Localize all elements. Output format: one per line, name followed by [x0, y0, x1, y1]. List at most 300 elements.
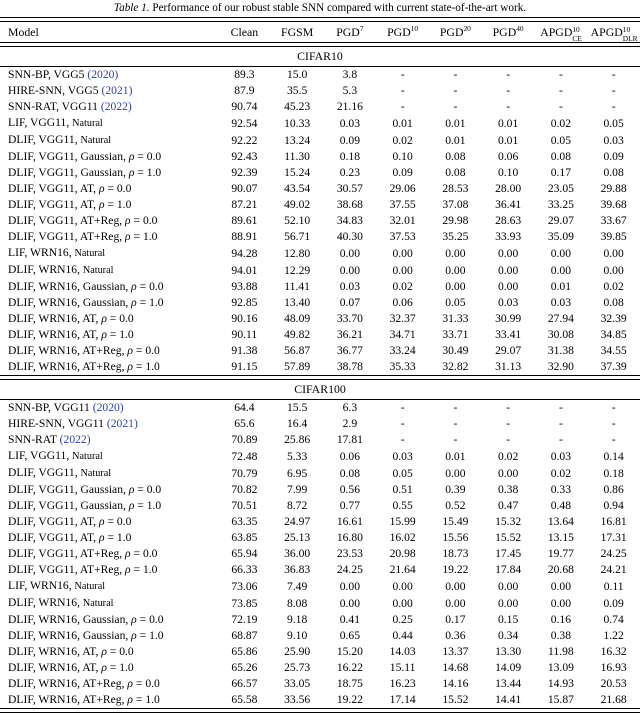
row-model-label: HIRE-SNN, VGG11 (2021)	[8, 417, 138, 430]
cell-fgsm: 36.00	[284, 547, 311, 560]
table-header-row	[0, 22, 640, 43]
rule-cell	[0, 709, 640, 713]
table-row	[0, 465, 640, 482]
cell-fgsm: 9.10	[286, 629, 308, 642]
cell-apgd_ce: 13.64	[547, 515, 574, 528]
cell-pgd10: 0.02	[392, 280, 413, 293]
rho-symbol: ρ	[101, 661, 107, 674]
cell-fgsm: 24.97	[284, 515, 311, 528]
cell-pgd40: 14.41	[495, 693, 522, 706]
cell-pgd10: -	[400, 84, 405, 97]
cell-pgd10: 20.98	[389, 547, 416, 560]
cell-apgd_dlr: 17.31	[600, 531, 627, 544]
cell-pgd40: 0.00	[497, 263, 519, 277]
cell-apgd_dlr: 0.08	[603, 296, 624, 309]
cell-fgsm: 8.72	[286, 499, 308, 512]
citation-link[interactable]: (2021)	[101, 84, 133, 97]
cell-fgsm: 56.87	[284, 344, 311, 357]
cell-pgd20: 32.82	[442, 360, 469, 373]
cell-apgd_dlr: 0.03	[603, 133, 624, 147]
rho-symbol: ρ	[131, 613, 137, 626]
cell-apgd_ce: 20.68	[547, 563, 574, 576]
cell-fgsm: 13.40	[284, 296, 311, 309]
cell-fgsm: 49.82	[284, 328, 311, 341]
rho-symbol: ρ	[125, 230, 131, 243]
cell-pgd20: 31.33	[442, 312, 469, 325]
cell-pgd7: 0.18	[339, 150, 361, 163]
cell-pgd7: 6.3	[342, 401, 358, 414]
cell-pgd40: 15.52	[495, 531, 522, 544]
cell-apgd_dlr: 0.08	[603, 166, 624, 179]
citation-link[interactable]: (2021)	[106, 417, 138, 430]
cell-apgd_dlr: 16.93	[600, 661, 627, 674]
table-row	[0, 595, 640, 612]
row-model-suffix: Natural	[72, 118, 103, 129]
cell-apgd_dlr: -	[611, 84, 616, 97]
cell-pgd10: 0.00	[392, 579, 413, 593]
cell-apgd_ce: 0.05	[550, 133, 572, 147]
cell-fgsm: 11.41	[284, 280, 310, 293]
cell-apgd_dlr: 0.74	[603, 613, 624, 626]
cell-clean: 88.91	[231, 230, 258, 243]
cell-clean: 90.11	[231, 328, 258, 341]
table-row	[0, 165, 640, 181]
table-row	[0, 197, 640, 213]
cell-pgd20: 0.00	[445, 579, 466, 593]
row-model-label: SNN-RAT, VGG11 (2022)	[8, 100, 132, 113]
cell-clean: 72.19	[231, 613, 258, 626]
column-header-model: Model	[8, 25, 39, 39]
cell-pgd40: -	[506, 68, 511, 81]
citation-link[interactable]: (2020)	[92, 401, 124, 414]
cell-pgd10: 16.02	[389, 531, 416, 544]
cell-pgd10: 0.01	[392, 116, 413, 130]
cell-clean: 63.85	[231, 531, 258, 544]
cell-fgsm: 33.56	[284, 693, 311, 706]
cell-apgd_ce: 29.07	[547, 214, 574, 227]
cell-pgd7: 0.00	[339, 596, 361, 610]
table-row	[0, 562, 640, 578]
cell-fgsm: 5.33	[286, 449, 308, 463]
cell-pgd7: 3.8	[342, 68, 358, 81]
rho-symbol: ρ	[98, 198, 105, 211]
cell-pgd10: 29.06	[389, 182, 416, 195]
row-model-label: DLIF, VGG11, AT, ρ = 1.0	[8, 531, 132, 544]
row-model-label: DLIF, VGG11, AT+Reg, ρ = 0.0	[8, 214, 158, 227]
cell-apgd_dlr: -	[611, 401, 616, 414]
cell-pgd7: 0.00	[339, 579, 361, 593]
cell-apgd_ce: 30.08	[547, 328, 574, 341]
row-model-suffix: Natural	[82, 265, 114, 276]
cell-apgd_dlr: 21.68	[600, 693, 627, 706]
cell-clean: 87.21	[231, 198, 258, 211]
cell-pgd40: 0.00	[497, 280, 519, 293]
cell-pgd10: 0.05	[392, 466, 413, 480]
cell-pgd40: 0.15	[497, 613, 519, 626]
table-body	[0, 18, 640, 713]
cell-apgd_dlr: 1.22	[603, 629, 624, 642]
table-row	[0, 67, 640, 83]
cell-fgsm: 11.30	[284, 150, 310, 163]
cell-pgd40: 29.07	[495, 344, 522, 357]
cell-pgd20: 18.73	[442, 547, 469, 560]
caption-label: Table 1.	[113, 2, 150, 14]
cell-apgd_dlr: 0.05	[603, 116, 624, 130]
cell-apgd_ce: 0.38	[550, 629, 572, 642]
table-row	[0, 132, 640, 149]
cell-fgsm: 6.95	[286, 466, 308, 480]
cell-apgd_dlr: -	[611, 100, 616, 113]
cell-apgd_ce: 0.03	[550, 296, 572, 309]
cell-pgd10: -	[400, 401, 405, 414]
cell-apgd_ce: -	[558, 68, 563, 81]
rho-symbol: ρ	[128, 150, 135, 163]
cell-pgd40: 0.06	[497, 150, 519, 163]
cell-pgd20: 35.25	[442, 230, 469, 243]
row-model-suffix: Natural	[72, 451, 103, 462]
row-model-label: DLIF, VGG11, AT+Reg, ρ = 0.0	[8, 547, 158, 560]
table-row	[0, 279, 640, 295]
cell-clean: 90.07	[231, 182, 258, 195]
cell-pgd40: 0.10	[497, 166, 519, 179]
cell-fgsm: 56.71	[284, 230, 311, 243]
cell-pgd10: 37.55	[389, 198, 416, 211]
cell-fgsm: 25.13	[284, 531, 311, 544]
column-header-apgd_ce: APGD 10 CE	[540, 25, 582, 43]
cell-apgd_ce: 33.25	[547, 198, 574, 211]
table-row	[0, 612, 640, 628]
cell-clean: 89.61	[231, 214, 258, 227]
row-model-label: DLIF, VGG11, AT, ρ = 0.0	[8, 515, 132, 528]
cell-pgd10: 0.06	[392, 296, 413, 309]
cell-clean: 87.9	[234, 84, 255, 97]
column-header-fgsm: FGSM	[281, 25, 314, 39]
cell-pgd40: 13.30	[495, 645, 522, 658]
cell-clean: 64.4	[234, 401, 255, 414]
cell-apgd_dlr: 24.25	[600, 547, 627, 560]
cell-pgd7: 40.30	[336, 230, 363, 243]
cell-pgd7: 36.77	[336, 344, 363, 357]
row-model-label: DLIF, WRN16, Gaussian, ρ = 1.0	[8, 296, 164, 309]
table-row	[0, 660, 640, 676]
cell-clean: 91.38	[231, 344, 258, 357]
cell-pgd20: 0.52	[445, 499, 466, 512]
cell-pgd10: 21.64	[389, 563, 416, 576]
cell-apgd_ce: 11.98	[548, 645, 574, 658]
row-model-label: DLIF, VGG11, AT, ρ = 0.0	[8, 182, 132, 195]
cell-apgd_ce: 0.03	[550, 449, 572, 463]
cell-pgd10: 0.02	[392, 133, 413, 147]
cell-pgd20: 0.00	[445, 280, 466, 293]
cell-fgsm: 7.99	[286, 483, 308, 496]
cell-clean: 70.89	[231, 433, 258, 446]
cell-fgsm: 15.24	[284, 166, 311, 179]
cell-pgd20: 15.49	[442, 515, 469, 528]
rho-symbol: ρ	[131, 629, 137, 642]
cell-pgd10: 0.03	[392, 449, 413, 463]
table-row	[0, 530, 640, 546]
cell-apgd_dlr: 16.32	[600, 645, 627, 658]
cell-pgd10: 15.11	[389, 661, 416, 674]
cell-pgd40: 0.00	[497, 579, 519, 593]
cell-pgd20: 0.05	[445, 296, 466, 309]
table-row	[0, 448, 640, 465]
table-row	[0, 149, 640, 165]
cell-pgd10: 34.71	[389, 328, 416, 341]
cell-clean: 68.87	[231, 629, 258, 642]
cell-pgd40: -	[506, 433, 511, 446]
cell-pgd20: 0.08	[445, 166, 466, 179]
table-row	[0, 676, 640, 692]
cell-pgd40: -	[506, 417, 511, 430]
cell-pgd10: -	[400, 417, 405, 430]
cell-apgd_dlr: 34.85	[600, 328, 627, 341]
cell-apgd_ce: 35.09	[547, 230, 574, 243]
row-model-label: DLIF, WRN16, AT, ρ = 1.0	[8, 661, 134, 674]
cell-pgd20: -	[453, 84, 458, 97]
cell-pgd7: 0.23	[339, 166, 361, 179]
cell-apgd_dlr: 39.85	[600, 230, 627, 243]
cell-apgd_ce: 13.09	[547, 661, 574, 674]
table-row	[0, 115, 640, 132]
cell-apgd_dlr: 0.09	[603, 596, 624, 610]
cell-pgd10: -	[400, 433, 405, 446]
cell-pgd7: 0.00	[339, 263, 361, 277]
cell-pgd40: 0.01	[497, 133, 519, 147]
cell-clean: 70.79	[231, 466, 258, 480]
table-row	[0, 514, 640, 530]
cell-pgd40: 14.09	[495, 661, 522, 674]
cell-pgd7: 0.03	[339, 116, 361, 130]
cell-pgd20: 0.00	[445, 246, 466, 260]
rho-symbol: ρ	[127, 344, 133, 357]
cell-pgd20: 0.01	[445, 449, 466, 463]
cell-pgd10: 0.10	[392, 150, 413, 163]
cell-pgd10: 0.09	[392, 166, 413, 179]
cell-fgsm: 16.4	[286, 417, 308, 430]
cell-pgd40: 0.00	[497, 466, 519, 480]
cell-clean: 65.94	[231, 547, 258, 560]
cell-apgd_ce: 14.93	[547, 677, 574, 690]
row-model-suffix: Natural	[74, 248, 106, 259]
cell-apgd_ce: 27.94	[547, 312, 574, 325]
cell-pgd7: 16.80	[336, 531, 363, 544]
cell-pgd7: 38.78	[336, 360, 363, 373]
cell-pgd40: -	[506, 401, 511, 414]
rho-symbol: ρ	[128, 166, 135, 179]
row-model-label: DLIF, VGG11, AT+Reg, ρ = 1.0	[8, 230, 158, 243]
cell-pgd10: 0.44	[392, 629, 413, 642]
rho-symbol: ρ	[131, 296, 137, 309]
header-superscript: 10	[410, 24, 419, 34]
cell-apgd_dlr: 0.00	[603, 246, 624, 260]
column-header-pgd40: PGD$^{40}$	[492, 24, 524, 39]
cell-apgd_dlr: -	[611, 433, 616, 446]
rho-symbol: ρ	[131, 280, 137, 293]
row-model-suffix: Natural	[80, 135, 112, 146]
table-row	[0, 692, 640, 709]
section-header-cifar10	[0, 47, 640, 67]
cell-pgd40: 0.00	[497, 246, 519, 260]
cell-pgd7: 0.07	[339, 296, 361, 309]
cell-fgsm: 25.90	[284, 645, 311, 658]
table-row	[0, 327, 640, 343]
cell-clean: 92.54	[231, 116, 258, 130]
table-caption	[0, 0, 640, 17]
row-model-label: DLIF, VGG11, Natural	[8, 133, 112, 146]
cell-pgd40: 30.99	[495, 312, 522, 325]
cell-apgd_dlr: 0.14	[603, 449, 624, 463]
cell-fgsm: 35.5	[286, 84, 308, 97]
cell-fgsm: 7.49	[286, 579, 308, 593]
cell-pgd10: 33.24	[389, 344, 416, 357]
table-row	[0, 343, 640, 359]
cell-pgd40: -	[506, 100, 511, 113]
cell-fgsm: 48.09	[284, 312, 311, 325]
cell-clean: 73.06	[231, 579, 258, 593]
cell-pgd20: 30.49	[442, 344, 469, 357]
cell-apgd_dlr: -	[611, 68, 616, 81]
cell-clean: 65.58	[231, 693, 258, 706]
citation-link[interactable]: (2022)	[100, 100, 132, 113]
cell-pgd10: -	[400, 100, 405, 113]
cell-pgd20: 28.53	[442, 182, 469, 195]
column-header-pgd20: PGD$^{20}$	[439, 24, 471, 39]
cell-pgd20: 0.00	[445, 466, 466, 480]
cell-fgsm: 49.02	[284, 198, 311, 211]
table-row	[0, 628, 640, 644]
section-title: CIFAR100	[294, 382, 346, 396]
cell-apgd_ce: -	[558, 84, 563, 97]
cell-apgd_ce: 0.00	[550, 263, 572, 277]
table-row	[0, 229, 640, 245]
cell-pgd40: 0.02	[497, 449, 519, 463]
rho-symbol: ρ	[125, 214, 131, 227]
cell-apgd_dlr: 0.09	[603, 150, 624, 163]
table-row	[0, 181, 640, 197]
table-row	[0, 295, 640, 311]
row-model-label: DLIF, WRN16, AT, ρ = 1.0	[8, 328, 134, 341]
cell-pgd20: 0.17	[445, 613, 466, 626]
cell-pgd20: 0.01	[445, 133, 466, 147]
table-row	[0, 578, 640, 595]
citation-link[interactable]: (2020)	[87, 68, 119, 81]
cell-pgd10: 37.53	[389, 230, 416, 243]
cell-pgd40: 28.00	[495, 182, 522, 195]
cell-fgsm: 33.05	[284, 677, 311, 690]
row-model-label: DLIF, VGG11, AT+Reg, ρ = 1.0	[8, 563, 158, 576]
row-model-label: DLIF, WRN16, Natural	[8, 263, 114, 276]
cell-fgsm: 57.89	[284, 360, 311, 373]
cell-pgd40: 0.38	[497, 483, 519, 496]
cell-clean: 92.85	[231, 296, 258, 309]
cell-apgd_dlr: -	[611, 417, 616, 430]
table-row	[0, 245, 640, 262]
cell-pgd20: 37.08	[442, 198, 469, 211]
cell-pgd7: 0.08	[339, 466, 361, 480]
cell-pgd20: 15.52	[442, 693, 469, 706]
rho-symbol: ρ	[98, 182, 105, 195]
rho-symbol: ρ	[127, 360, 133, 373]
table-rule-double	[0, 709, 640, 713]
cell-pgd7: 2.9	[342, 417, 358, 430]
cell-pgd7: 15.20	[336, 645, 363, 658]
row-model-label: SNN-BP, VGG11 (2020)	[8, 401, 124, 414]
section-header-cifar100	[0, 380, 640, 400]
rho-symbol: ρ	[128, 499, 135, 512]
cell-pgd40: 31.13	[495, 360, 522, 373]
row-model-label: DLIF, WRN16, AT+Reg, ρ = 0.0	[8, 344, 160, 357]
cell-apgd_dlr: 39.68	[600, 198, 627, 211]
cell-clean: 65.6	[234, 417, 255, 430]
cell-clean: 89.3	[234, 68, 255, 81]
cell-pgd20: -	[453, 100, 458, 113]
cell-clean: 93.88	[231, 280, 258, 293]
row-model-label: DLIF, WRN16, Gaussian, ρ = 1.0	[8, 629, 164, 642]
cell-pgd10: 35.33	[389, 360, 416, 373]
cell-pgd40: 17.45	[495, 547, 522, 560]
cell-apgd_ce: 23.05	[547, 182, 574, 195]
cell-apgd_dlr: 0.11	[603, 579, 624, 593]
row-model-label: DLIF, WRN16, Natural	[8, 596, 114, 609]
cell-pgd40: 28.63	[495, 214, 522, 227]
table-row	[0, 83, 640, 99]
cell-apgd_ce: 0.00	[550, 246, 572, 260]
section-title: CIFAR10	[297, 49, 343, 63]
cell-pgd7: 36.21	[336, 328, 363, 341]
cell-pgd10: -	[400, 68, 405, 81]
row-model-label: LIF, VGG11, Natural	[8, 116, 103, 129]
cell-apgd_ce: 31.38	[547, 344, 574, 357]
cell-pgd40: 0.01	[497, 116, 519, 130]
cell-pgd7: 21.16	[336, 100, 363, 113]
cell-pgd20: 0.36	[445, 629, 466, 642]
cell-pgd7: 17.81	[336, 433, 363, 446]
table-row	[0, 213, 640, 229]
citation-link[interactable]: (2022)	[59, 433, 91, 446]
cell-pgd20: 0.08	[445, 150, 466, 163]
row-model-label: DLIF, VGG11, Gaussian, ρ = 1.0	[8, 499, 162, 512]
cell-pgd20: -	[453, 433, 458, 446]
cell-pgd7: 0.00	[339, 246, 361, 260]
cell-apgd_dlr: 32.39	[600, 312, 627, 325]
cell-apgd_dlr: 0.94	[603, 499, 624, 512]
cell-apgd_ce: 32.90	[547, 360, 574, 373]
cell-clean: 92.39	[231, 166, 258, 179]
cell-fgsm: 43.54	[284, 182, 311, 195]
cell-clean: 65.86	[231, 645, 258, 658]
cell-apgd_ce: 0.08	[550, 150, 572, 163]
cell-clean: 91.15	[231, 360, 258, 373]
results-table	[0, 17, 640, 713]
cell-pgd20: 19.22	[442, 563, 469, 576]
cell-fgsm: 13.24	[284, 133, 311, 147]
row-model-label: DLIF, VGG11, Gaussian, ρ = 1.0	[8, 166, 162, 179]
cell-fgsm: 15.0	[286, 68, 308, 81]
column-header-apgd_dlr: APGD 10 DLR	[590, 25, 638, 43]
cell-apgd_dlr: 0.02	[603, 280, 624, 293]
cell-pgd20: 29.98	[442, 214, 469, 227]
cell-pgd40: 0.34	[497, 629, 519, 642]
table-row	[0, 482, 640, 498]
cell-fgsm: 25.86	[284, 433, 311, 446]
cell-pgd20: 0.00	[445, 263, 466, 277]
header-superscript: 40	[516, 24, 524, 34]
cell-apgd_dlr: 29.88	[600, 182, 627, 195]
cell-pgd7: 18.75	[336, 677, 363, 690]
column-header-pgd10: PGD$^{10}$	[387, 24, 419, 39]
cell-pgd20: -	[453, 417, 458, 430]
